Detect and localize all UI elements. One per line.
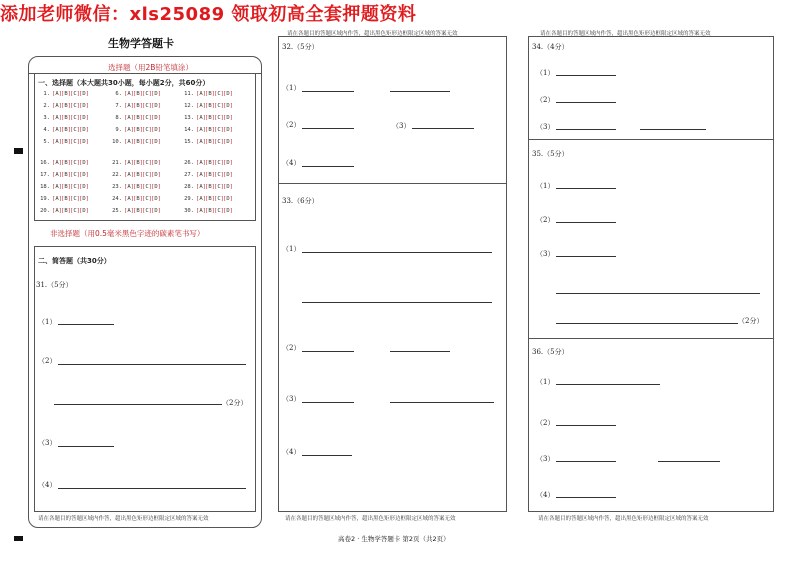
mc-option-bubble[interactable]: [D] — [79, 184, 89, 190]
q35-3-label: （3） — [536, 250, 555, 258]
mc-option-bubble[interactable]: [D] — [79, 103, 89, 109]
mc-option-bubble[interactable]: [C] — [142, 184, 152, 190]
mc-option-bubble[interactable]: [C] — [142, 139, 152, 145]
non-mc-header: 非选择题（用0.5毫米黑色字迹的碳素笔书写） — [50, 229, 205, 238]
q33-2-label: （2） — [282, 344, 301, 352]
mc-question-row — [112, 172, 160, 178]
watermark-text: 添加老师微信：xls25089 领取初高全套押题资料 — [0, 4, 417, 25]
answer-line[interactable] — [556, 75, 616, 76]
mc-option-bubble[interactable]: [B] — [61, 196, 71, 202]
mc-option-bubble[interactable]: [D] — [223, 196, 233, 202]
mc-option-bubble[interactable]: [C] — [142, 196, 152, 202]
answer-line[interactable] — [556, 188, 616, 189]
mc-option-bubble[interactable]: [B] — [133, 208, 143, 214]
mc-question-number: 1. — [43, 91, 50, 97]
answer-line[interactable] — [302, 128, 354, 129]
mc-option-bubble[interactable]: [C] — [214, 139, 224, 145]
mc-option-bubble[interactable]: [C] — [214, 184, 224, 190]
mc-option-bubble[interactable]: [D] — [151, 196, 161, 202]
middle-footer-note: 请在各题目的答题区域内作答，超出黑色矩形边框限定区域的答案无效 — [285, 516, 456, 522]
mc-option-bubble[interactable]: [B] — [205, 208, 215, 214]
answer-line[interactable] — [302, 402, 354, 403]
mc-option-bubble[interactable]: [C] — [70, 160, 80, 166]
mc-option-bubble[interactable]: [D] — [79, 172, 89, 178]
q33-4-label: （4） — [282, 448, 301, 456]
mc-option-bubble[interactable]: [B] — [133, 196, 143, 202]
mc-option-bubble[interactable]: [B] — [205, 172, 215, 178]
mc-option-bubble[interactable]: [C] — [70, 172, 80, 178]
q32-1-label: （1） — [282, 84, 301, 92]
mc-option-bubble[interactable]: [A] — [196, 172, 206, 178]
q34-2-label: （2） — [536, 96, 555, 104]
mc-question-row — [112, 115, 160, 121]
answer-line[interactable] — [556, 129, 616, 130]
mc-option-bubble[interactable]: [C] — [70, 184, 80, 190]
mc-option-bubble[interactable]: [D] — [79, 91, 89, 97]
mc-question-number: 3. — [43, 115, 50, 121]
answer-line[interactable] — [658, 461, 720, 462]
q31-3-label: （3） — [38, 439, 57, 447]
mc-question-number: 10. — [112, 139, 122, 145]
q34-1-label: （1） — [536, 69, 555, 77]
mc-option-bubble[interactable]: [D] — [151, 103, 161, 109]
mc-option-bubble[interactable]: [A] — [52, 115, 62, 121]
mc-question-number: 2. — [43, 103, 50, 109]
mc-option-bubble[interactable]: [C] — [142, 91, 152, 97]
mc-question-row — [40, 184, 88, 190]
mc-option-bubble[interactable]: [B] — [205, 160, 215, 166]
mc-question-row — [40, 160, 88, 166]
answer-line[interactable] — [556, 256, 616, 257]
mc-question-row — [112, 184, 160, 190]
mc-option-bubble[interactable]: [A] — [52, 208, 62, 214]
mc-option-bubble[interactable]: [A] — [124, 127, 134, 133]
mc-option-bubble[interactable]: [A] — [52, 172, 62, 178]
middle-divider — [278, 183, 507, 184]
mc-option-bubble[interactable]: [B] — [133, 139, 143, 145]
right-column — [528, 36, 774, 512]
mc-question-row — [184, 139, 232, 145]
answer-line[interactable] — [556, 461, 616, 462]
mc-option-bubble[interactable]: [B] — [61, 103, 71, 109]
mc-question-number: 11. — [184, 91, 194, 97]
card-title: 生物学答题卡 — [108, 37, 174, 50]
mc-option-bubble[interactable]: [D] — [151, 208, 161, 214]
mc-option-bubble[interactable]: [A] — [124, 196, 134, 202]
mc-option-bubble[interactable]: [D] — [223, 172, 233, 178]
right-divider — [528, 338, 774, 339]
mc-option-bubble[interactable]: [A] — [124, 184, 134, 190]
mc-question-row — [184, 160, 232, 166]
mc-option-bubble[interactable]: [B] — [61, 184, 71, 190]
mc-question-row — [184, 127, 232, 133]
mc-option-bubble[interactable]: [D] — [223, 91, 233, 97]
mc-option-bubble[interactable]: [D] — [151, 91, 161, 97]
q36-3-label: （3） — [536, 455, 555, 463]
position-marker — [14, 536, 23, 541]
middle-header-note: 请在各题目的答题区域内作答，超出黑色矩形边框限定区域的答案无效 — [287, 31, 458, 37]
mc-question-row — [112, 91, 160, 97]
answer-line[interactable] — [556, 293, 760, 294]
answer-line[interactable] — [556, 323, 738, 324]
mc-option-bubble[interactable]: [D] — [79, 160, 89, 166]
answer-line[interactable] — [412, 128, 474, 129]
mc-question-row — [184, 103, 232, 109]
mc-question-number: 5. — [43, 139, 50, 145]
answer-line[interactable] — [58, 364, 246, 365]
mc-option-bubble[interactable]: [D] — [79, 127, 89, 133]
mc-option-bubble[interactable]: [D] — [79, 139, 89, 145]
mc-option-bubble[interactable]: [A] — [196, 127, 206, 133]
answer-line[interactable] — [302, 455, 352, 456]
mc-option-bubble[interactable]: [A] — [196, 160, 206, 166]
mc-option-bubble[interactable]: [C] — [70, 139, 80, 145]
mc-question-row — [112, 127, 160, 133]
mc-option-bubble[interactable]: [C] — [214, 91, 224, 97]
mc-option-bubble[interactable]: [A] — [196, 115, 206, 121]
mc-option-bubble[interactable]: [A] — [124, 103, 134, 109]
mc-option-bubble[interactable]: [C] — [214, 103, 224, 109]
q35-1-label: （1） — [536, 182, 555, 190]
mc-option-bubble[interactable]: [A] — [52, 184, 62, 190]
mc-question-row — [112, 208, 160, 214]
mc-question-row — [184, 172, 232, 178]
mc-section-title: 一、选择题（本大题共30小题，每小题2分，共60分） — [38, 79, 210, 87]
mc-question-row — [40, 91, 88, 97]
mc-option-bubble[interactable]: [A] — [124, 160, 134, 166]
mc-option-bubble[interactable]: [C] — [214, 115, 224, 121]
mc-option-bubble[interactable]: [B] — [133, 91, 143, 97]
q36-2-label: （2） — [536, 419, 555, 427]
answer-line[interactable] — [302, 302, 492, 303]
mc-option-bubble[interactable]: [A] — [52, 139, 62, 145]
mc-option-bubble[interactable]: [D] — [151, 127, 161, 133]
mc-option-bubble[interactable]: [B] — [205, 103, 215, 109]
mc-option-bubble[interactable]: [A] — [196, 184, 206, 190]
answer-line[interactable] — [54, 404, 222, 405]
q33-label: 33.（6分） — [282, 197, 319, 205]
answer-line[interactable] — [58, 446, 114, 447]
mc-option-bubble[interactable]: [C] — [70, 127, 80, 133]
page-footer: 高卷2 · 生物学答题卡 第2页（共2页） — [338, 535, 450, 543]
q36-label: 36.（5分） — [532, 348, 569, 356]
mc-question-number: 6. — [115, 91, 122, 97]
q32-4-label: （4） — [282, 159, 301, 167]
mc-question-number: 19. — [40, 196, 50, 202]
mc-question-number: 23. — [112, 184, 122, 190]
q34-3-label: （3） — [536, 123, 555, 131]
mc-option-bubble[interactable]: [A] — [52, 160, 62, 166]
answer-line[interactable] — [640, 129, 706, 130]
mc-option-bubble[interactable]: [D] — [79, 196, 89, 202]
q31-4-label: （4） — [38, 481, 57, 489]
mc-question-row — [184, 196, 232, 202]
short-answer-title: 二、简答题（共30分） — [38, 257, 111, 265]
answer-line[interactable] — [390, 402, 494, 403]
mc-option-bubble[interactable]: [D] — [223, 139, 233, 145]
q33-3-label: （3） — [282, 395, 301, 403]
mc-question-row — [40, 115, 88, 121]
mc-question-number: 15. — [184, 139, 194, 145]
mc-option-bubble[interactable]: [D] — [223, 160, 233, 166]
mc-question-number: 7. — [115, 103, 122, 109]
mc-option-bubble[interactable]: [A] — [196, 196, 206, 202]
mc-question-row — [184, 184, 232, 190]
mc-option-bubble[interactable]: [A] — [124, 208, 134, 214]
q35-2-label: （2） — [536, 216, 555, 224]
mc-question-number: 9. — [115, 127, 122, 133]
mc-question-number: 28. — [184, 184, 194, 190]
mc-question-number: 17. — [40, 172, 50, 178]
mc-question-number: 22. — [112, 172, 122, 178]
mc-option-bubble[interactable]: [D] — [223, 184, 233, 190]
answer-line[interactable] — [58, 324, 114, 325]
right-footer-note: 请在各题目的答题区域内作答，超出黑色矩形边框限定区域的答案无效 — [538, 516, 709, 522]
mc-option-bubble[interactable]: [D] — [223, 115, 233, 121]
mc-option-bubble[interactable]: [B] — [133, 172, 143, 178]
mc-option-bubble[interactable]: [C] — [214, 127, 224, 133]
mc-question-number: 14. — [184, 127, 194, 133]
mc-option-bubble[interactable]: [C] — [70, 103, 80, 109]
mc-question-number: 25. — [112, 208, 122, 214]
mc-option-bubble[interactable]: [B] — [133, 115, 143, 121]
right-header-note: 请在各题目的答题区域内作答，超出黑色矩形边框限定区域的答案无效 — [540, 31, 711, 37]
mc-option-bubble[interactable]: [B] — [61, 172, 71, 178]
mc-question-number: 20. — [40, 208, 50, 214]
middle-column — [278, 36, 507, 512]
mc-question-row — [40, 208, 88, 214]
mc-option-bubble[interactable]: [C] — [142, 208, 152, 214]
mc-option-bubble[interactable]: [C] — [142, 127, 152, 133]
mc-option-bubble[interactable]: [B] — [133, 103, 143, 109]
mc-option-bubble[interactable]: [A] — [52, 196, 62, 202]
answer-line[interactable] — [556, 222, 616, 223]
mc-option-bubble[interactable]: [C] — [70, 208, 80, 214]
left-footer-note: 请在各题目的答题区域内作答，超出黑色矩形边框限定区域的答案无效 — [38, 516, 209, 522]
q32-2-label: （2） — [282, 121, 301, 129]
answer-line[interactable] — [302, 252, 492, 253]
answer-line[interactable] — [390, 91, 450, 92]
mc-question-number: 16. — [40, 160, 50, 166]
mc-question-number: 18. — [40, 184, 50, 190]
mc-option-bubble[interactable]: [B] — [205, 127, 215, 133]
mc-option-bubble[interactable]: [B] — [61, 208, 71, 214]
mc-option-bubble[interactable]: [A] — [124, 172, 134, 178]
answer-line[interactable] — [302, 91, 354, 92]
mc-option-bubble[interactable]: [C] — [70, 91, 80, 97]
mc-question-row — [112, 139, 160, 145]
answer-line[interactable] — [556, 384, 660, 385]
mc-option-bubble[interactable]: [C] — [70, 115, 80, 121]
q34-label: 34.（4分） — [532, 43, 569, 51]
mc-option-bubble[interactable]: [A] — [124, 115, 134, 121]
mc-question-row — [40, 139, 88, 145]
mc-question-number: 26. — [184, 160, 194, 166]
position-marker — [14, 148, 23, 154]
mc-option-bubble[interactable]: [C] — [214, 160, 224, 166]
mc-option-bubble[interactable]: [B] — [61, 115, 71, 121]
answer-line[interactable] — [556, 425, 616, 426]
mc-option-bubble[interactable]: [B] — [205, 184, 215, 190]
mc-question-number: 27. — [184, 172, 194, 178]
mc-question-row — [40, 172, 88, 178]
mc-option-bubble[interactable]: [D] — [151, 115, 161, 121]
mc-option-bubble[interactable]: [C] — [142, 103, 152, 109]
mc-option-bubble[interactable]: [A] — [124, 139, 134, 145]
mc-option-bubble[interactable]: [B] — [133, 184, 143, 190]
q32-3-label: （3） — [392, 122, 411, 130]
mc-question-row — [184, 208, 232, 214]
q31-label: 31.（5分） — [36, 281, 73, 289]
answer-line[interactable] — [390, 351, 450, 352]
mc-option-bubble[interactable]: [C] — [142, 172, 152, 178]
q36-1-label: （1） — [536, 378, 555, 386]
answer-line[interactable] — [556, 497, 616, 498]
mc-option-bubble[interactable]: [B] — [205, 196, 215, 202]
mc-option-bubble[interactable]: [A] — [196, 208, 206, 214]
mc-option-bubble[interactable]: [C] — [70, 196, 80, 202]
mc-question-number: 21. — [112, 160, 122, 166]
q33-1-label: （1） — [282, 245, 301, 253]
mc-question-row — [40, 196, 88, 202]
mc-question-number: 13. — [184, 115, 194, 121]
mc-option-bubble[interactable]: [B] — [61, 160, 71, 166]
mc-option-bubble[interactable]: [C] — [142, 115, 152, 121]
mc-question-row — [112, 160, 160, 166]
mc-question-row — [40, 127, 88, 133]
q31-1-label: （1） — [38, 318, 57, 326]
mc-option-bubble[interactable]: [C] — [214, 196, 224, 202]
mc-option-bubble[interactable]: [D] — [79, 208, 89, 214]
mc-question-number: 24. — [112, 196, 122, 202]
mc-question-number: 29. — [184, 196, 194, 202]
mc-option-bubble[interactable]: [A] — [196, 103, 206, 109]
q35-score: （2分） — [738, 317, 764, 325]
mc-option-bubble[interactable]: [C] — [214, 208, 224, 214]
mc-option-bubble[interactable]: [D] — [151, 172, 161, 178]
q35-label: 35.（5分） — [532, 150, 569, 158]
mc-question-number: 30. — [184, 208, 194, 214]
q31-2-label: （2） — [38, 357, 57, 365]
mc-option-bubble[interactable]: [D] — [151, 160, 161, 166]
mc-option-bubble[interactable]: [D] — [151, 139, 161, 145]
q36-4-label: （4） — [536, 491, 555, 499]
mc-option-bubble[interactable]: [B] — [133, 160, 143, 166]
mc-option-bubble[interactable]: [D] — [151, 184, 161, 190]
mc-option-bubble[interactable]: [B] — [205, 115, 215, 121]
right-divider — [528, 139, 774, 140]
mc-option-bubble[interactable]: [A] — [52, 127, 62, 133]
mc-option-bubble[interactable]: [A] — [196, 139, 206, 145]
q32-label: 32.（5分） — [282, 43, 319, 51]
mc-option-bubble[interactable]: [A] — [52, 91, 62, 97]
mc-option-bubble[interactable]: [B] — [61, 91, 71, 97]
mc-option-bubble[interactable]: [D] — [223, 208, 233, 214]
answer-line[interactable] — [58, 488, 246, 489]
mc-question-number: 8. — [115, 115, 122, 121]
q31-2-score: （2分） — [222, 399, 248, 407]
answer-line[interactable] — [302, 166, 354, 167]
answer-line[interactable] — [556, 102, 616, 103]
mc-option-bubble[interactable]: [C] — [214, 172, 224, 178]
mc-header: 选择题（用2B铅笔填涂） — [108, 63, 193, 72]
mc-option-bubble[interactable]: [A] — [52, 103, 62, 109]
answer-line[interactable] — [302, 351, 354, 352]
mc-option-bubble[interactable]: [D] — [79, 115, 89, 121]
mc-option-bubble[interactable]: [A] — [196, 91, 206, 97]
mc-question-number: 4. — [43, 127, 50, 133]
mc-option-bubble[interactable]: [D] — [223, 103, 233, 109]
mc-question-row — [40, 103, 88, 109]
mc-option-bubble[interactable]: [B] — [61, 127, 71, 133]
mc-question-number: 12. — [184, 103, 194, 109]
mc-option-bubble[interactable]: [B] — [205, 139, 215, 145]
mc-option-bubble[interactable]: [A] — [124, 91, 134, 97]
mc-option-bubble[interactable]: [B] — [205, 91, 215, 97]
mc-option-bubble[interactable]: [B] — [133, 127, 143, 133]
mc-option-bubble[interactable]: [C] — [142, 160, 152, 166]
mc-question-row — [184, 115, 232, 121]
mc-question-row — [184, 91, 232, 97]
mc-option-bubble[interactable]: [D] — [223, 127, 233, 133]
mc-option-bubble[interactable]: [B] — [61, 139, 71, 145]
mc-question-row — [112, 196, 160, 202]
mc-question-row — [112, 103, 160, 109]
